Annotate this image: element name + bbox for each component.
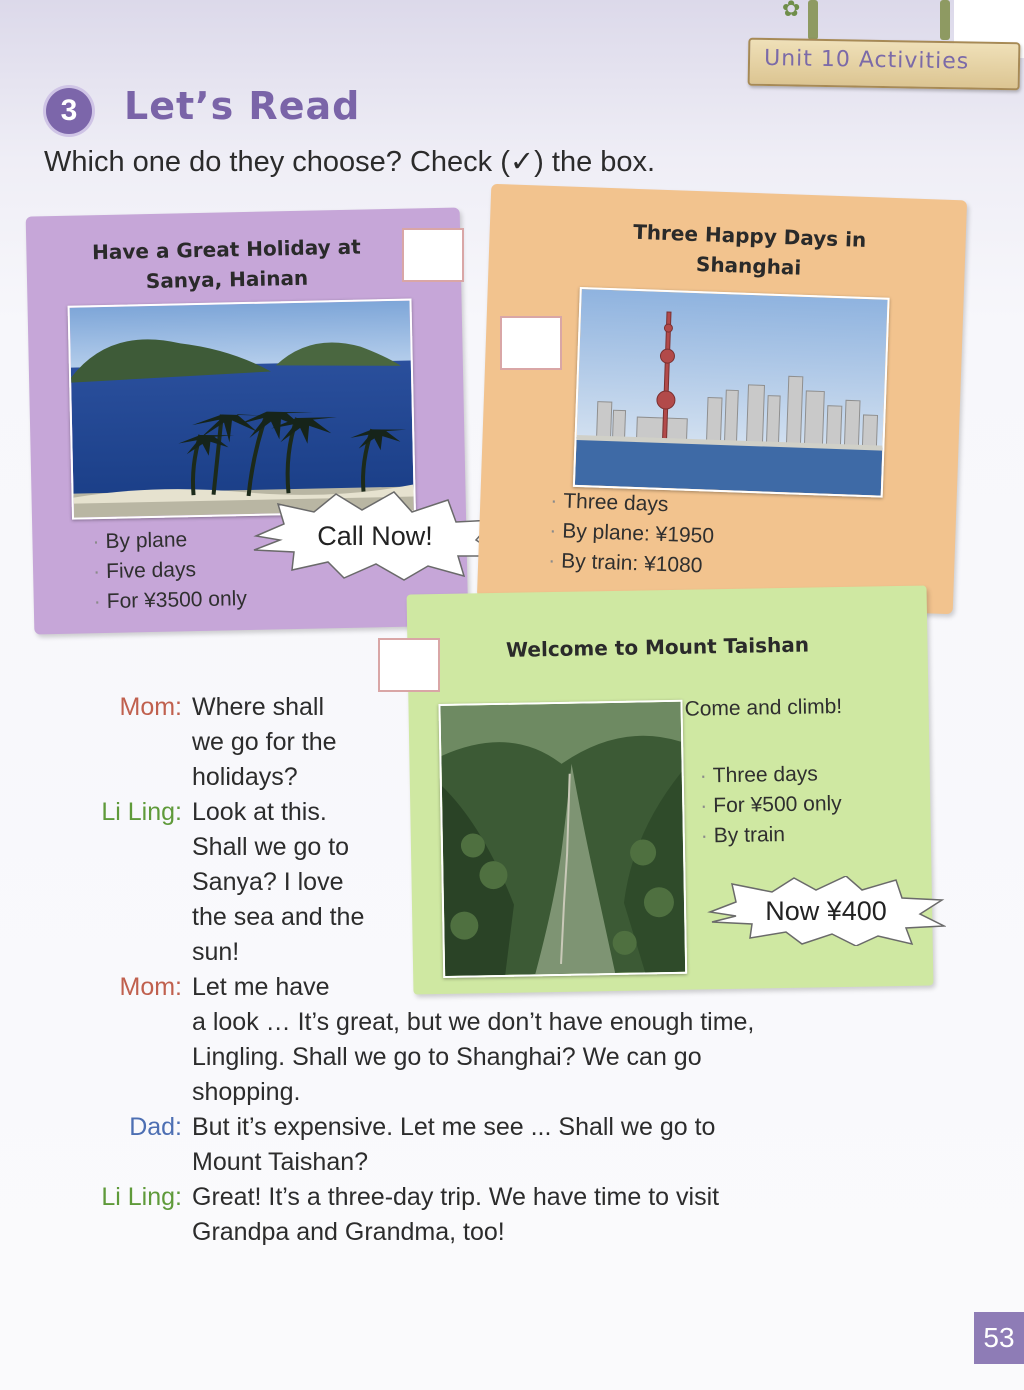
shanghai-title-line2: Shanghai (695, 252, 802, 280)
section-number-badge: 3 (46, 88, 92, 134)
list-item: · For ¥3500 only (93, 584, 247, 617)
taishan-checkbox[interactable] (378, 638, 440, 692)
dialogue-line: a look … It’s great, but we don’t have enough time, (192, 1008, 755, 1036)
dialogue-line: holidays? (192, 763, 298, 791)
list-item: · By train (701, 819, 843, 851)
list-item: · By plane (92, 524, 246, 557)
shanghai-title (598, 216, 900, 286)
instruction-text: Which one do they choose? Check (✓) the box. (44, 146, 656, 178)
sanya-beach-image (70, 301, 414, 518)
unit-label: Unit 10 Activities (763, 45, 970, 75)
shanghai-photo (573, 287, 890, 498)
list-item: · Five days (93, 554, 247, 587)
sanya-details (92, 524, 247, 617)
speaker-dad: Dad: (129, 1113, 182, 1141)
taishan-title: Welcome to Mount Taishan (505, 632, 810, 662)
sign-post-left (808, 0, 818, 40)
list-item: · By train: ¥1080 (548, 546, 714, 582)
dialogue-line: Mount Taishan? (192, 1148, 369, 1176)
sanya-checkbox[interactable] (402, 228, 464, 282)
list-item: · By plane: ¥1950 (549, 516, 715, 552)
dialogue-line: Lingling. Shall we go to Shanghai? We can go (192, 1043, 702, 1071)
now-price-text: Now ¥400 (765, 895, 887, 926)
dialogue-line: Let me have (192, 973, 330, 1001)
dialogue-line: Shall we go to (192, 833, 350, 861)
sign-post-right (940, 0, 950, 40)
sanya-photo (68, 299, 416, 520)
leaf-icon: ✿ (782, 0, 801, 21)
list-item: · For ¥500 only (700, 789, 842, 821)
dialogue (0, 690, 1024, 1260)
unit-sign (748, 38, 1021, 91)
page-number: 53 (974, 1312, 1024, 1364)
call-now-burst (244, 490, 506, 582)
sanya-title (56, 231, 397, 298)
dialogue-line: Where shall (192, 693, 324, 721)
shanghai-details (548, 486, 716, 582)
shanghai-title-line1: Three Happy Days in (632, 219, 867, 252)
dialogue-line: Sanya? I love (192, 868, 344, 896)
dialogue-line: shopping. (192, 1078, 301, 1106)
sanya-title-line2: Sanya, Hainan (145, 265, 309, 294)
dialogue-line: Grandpa and Grandma, too! (192, 1218, 505, 1246)
shanghai-checkbox[interactable] (500, 316, 562, 370)
speaker-liling: Li Ling: (101, 798, 182, 826)
speaker-mom: Mom: (119, 973, 182, 1001)
sanya-title-line1: Have a Great Holiday at (91, 234, 361, 265)
taishan-tagline: Come and climb! (684, 694, 843, 721)
dialogue-line: Look at this. (192, 798, 327, 826)
list-item: · Three days (700, 759, 842, 791)
section-title: Let’s Read (124, 84, 361, 128)
speaker-liling: Li Ling: (101, 1183, 182, 1211)
speaker-mom: Mom: (119, 693, 182, 721)
shanghai-skyline-image (575, 289, 888, 496)
dialogue-line: But it’s expensive. Let me see ... Shall we go to (192, 1113, 716, 1141)
dialogue-line: the sea and the (192, 903, 365, 931)
list-item: · Three days (550, 486, 716, 522)
dialogue-line: we go for the (192, 728, 337, 756)
call-now-text: Call Now! (317, 520, 433, 551)
dialogue-line: Great! It’s a three-day trip. We have time to visit (192, 1183, 720, 1211)
shanghai-card (477, 184, 967, 614)
dialogue-line: sun! (192, 938, 240, 966)
